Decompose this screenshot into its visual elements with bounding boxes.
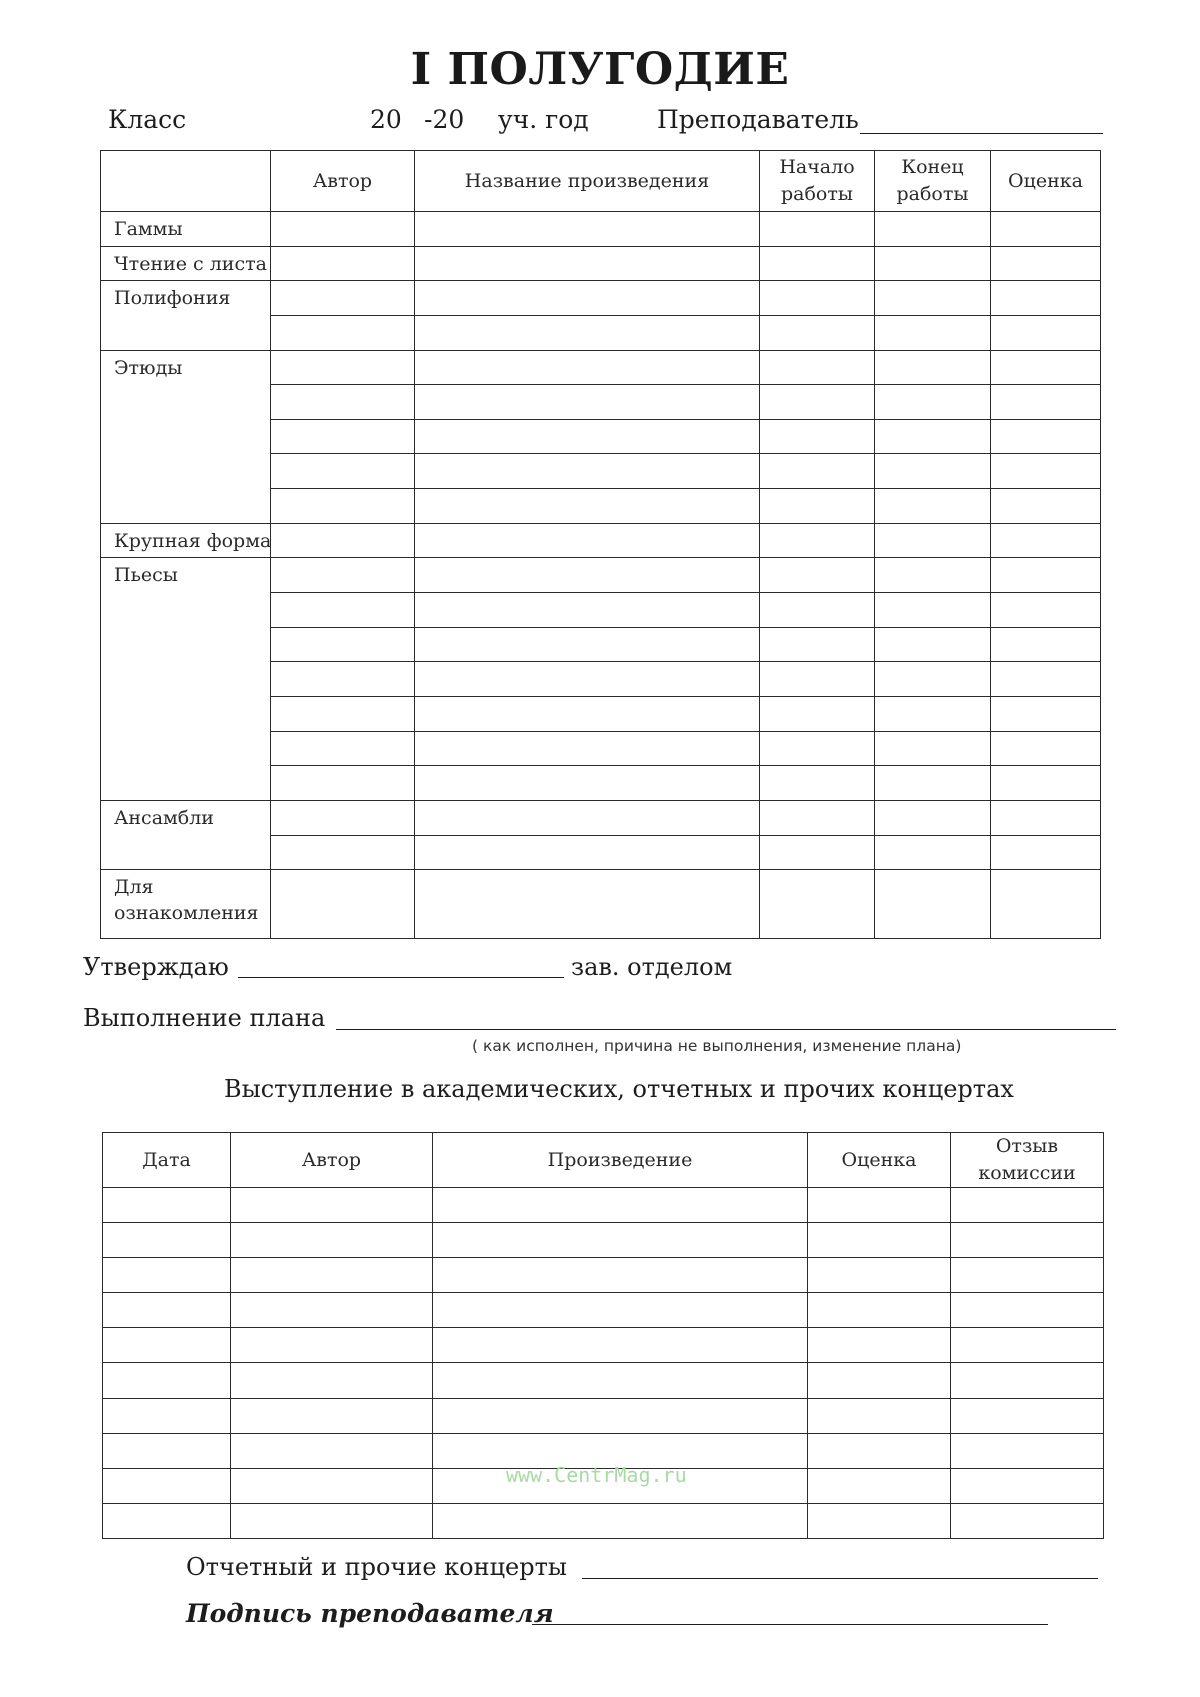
concerts-col-grade: Оценка: [808, 1133, 951, 1188]
signature-label: Подпись преподавателя: [186, 1599, 554, 1628]
plan-cell[interactable]: [875, 800, 991, 835]
plan-cell[interactable]: [415, 627, 760, 662]
concerts-cell[interactable]: [231, 1433, 433, 1468]
plan-cell[interactable]: [760, 350, 875, 385]
plan-execution-label: Выполнение плана: [83, 1004, 326, 1032]
concerts-cell[interactable]: [808, 1328, 951, 1363]
plan-cell[interactable]: [991, 627, 1101, 662]
plan-cell[interactable]: [875, 385, 991, 420]
approve-label: Утверждаю: [83, 953, 229, 981]
footer-concerts-label: Отчетный и прочие концерты: [186, 1553, 567, 1581]
concerts-cell[interactable]: [951, 1293, 1104, 1328]
plan-cell[interactable]: [875, 315, 991, 350]
plan-cell[interactable]: [415, 766, 760, 801]
concerts-row: [103, 1398, 1104, 1433]
plan-cell[interactable]: [271, 489, 415, 524]
plan-cell[interactable]: [875, 523, 991, 558]
plan-col-author: Автор: [271, 151, 415, 212]
concerts-cell[interactable]: [808, 1258, 951, 1293]
concerts-row: [103, 1223, 1104, 1258]
plan-table-body: [101, 212, 1101, 939]
plan-cell[interactable]: [760, 385, 875, 420]
plan-cell[interactable]: [415, 350, 760, 385]
year-label: уч. год: [498, 105, 589, 134]
concerts-cell[interactable]: [951, 1188, 1104, 1223]
plan-row: [101, 246, 1101, 281]
plan-cell[interactable]: [991, 593, 1101, 628]
concerts-cell[interactable]: [103, 1328, 231, 1363]
concerts-col-piece: Произведение: [433, 1133, 808, 1188]
plan-col-title: Название произведения: [415, 151, 760, 212]
concerts-cell[interactable]: [951, 1433, 1104, 1468]
plan-cell[interactable]: [271, 315, 415, 350]
concerts-col-author: Автор: [231, 1133, 433, 1188]
plan-cell[interactable]: [760, 523, 875, 558]
plan-cell[interactable]: [271, 593, 415, 628]
plan-cell[interactable]: [415, 315, 760, 350]
plan-cell[interactable]: [760, 246, 875, 281]
footer-concerts-field[interactable]: [582, 1578, 1098, 1579]
approve-suffix: зав. отделом: [571, 953, 733, 981]
plan-cell[interactable]: [875, 593, 991, 628]
plan-category-label: Пьесы: [101, 558, 271, 800]
concerts-cell[interactable]: [103, 1433, 231, 1468]
plan-execution-field[interactable]: [336, 1029, 1116, 1030]
concerts-cell[interactable]: [951, 1328, 1104, 1363]
plan-cell[interactable]: [991, 454, 1101, 489]
plan-category-label: Чтение с листа: [101, 246, 271, 281]
plan-cell[interactable]: [875, 696, 991, 731]
concerts-cell[interactable]: [231, 1188, 433, 1223]
concerts-cell[interactable]: [231, 1503, 433, 1538]
plan-cell[interactable]: [415, 835, 760, 870]
page-title: I ПОЛУГОДИЕ: [410, 44, 790, 95]
plan-cell[interactable]: [875, 870, 991, 939]
concerts-heading: Выступление в академических, отчетных и прочих концертах: [224, 1075, 1014, 1103]
plan-category-label: Крупная форма: [101, 523, 271, 558]
class-label: Класс: [108, 105, 187, 134]
plan-cell[interactable]: [415, 281, 760, 316]
concerts-row: [103, 1328, 1104, 1363]
concerts-cell[interactable]: [231, 1258, 433, 1293]
plan-cell[interactable]: [760, 662, 875, 697]
plan-cell[interactable]: [991, 800, 1101, 835]
plan-cell[interactable]: [875, 489, 991, 524]
plan-cell[interactable]: [991, 489, 1101, 524]
plan-cell[interactable]: [760, 627, 875, 662]
plan-cell[interactable]: [991, 731, 1101, 766]
plan-cell[interactable]: [415, 558, 760, 593]
concerts-cell[interactable]: [103, 1258, 231, 1293]
plan-col-grade: Оценка: [991, 151, 1101, 212]
plan-cell[interactable]: [760, 419, 875, 454]
plan-cell[interactable]: [415, 419, 760, 454]
plan-cell[interactable]: [875, 731, 991, 766]
concerts-cell[interactable]: [103, 1468, 231, 1503]
plan-cell[interactable]: [415, 454, 760, 489]
plan-cell[interactable]: [875, 350, 991, 385]
concerts-cell[interactable]: [231, 1363, 433, 1398]
plan-col-category: [101, 151, 271, 212]
teacher-label: Преподаватель: [657, 105, 859, 134]
plan-cell[interactable]: [271, 246, 415, 281]
plan-row: [101, 350, 1101, 385]
plan-cell[interactable]: [271, 835, 415, 870]
plan-cell[interactable]: [875, 212, 991, 247]
plan-cell[interactable]: [875, 246, 991, 281]
plan-cell[interactable]: [760, 489, 875, 524]
concerts-cell[interactable]: [103, 1398, 231, 1433]
concerts-cell[interactable]: [808, 1468, 951, 1503]
concerts-cell[interactable]: [808, 1433, 951, 1468]
plan-cell[interactable]: [760, 766, 875, 801]
plan-cell[interactable]: [875, 281, 991, 316]
plan-cell[interactable]: [271, 731, 415, 766]
plan-cell[interactable]: [415, 212, 760, 247]
plan-cell[interactable]: [271, 627, 415, 662]
plan-execution-note: ( как исполнен, причина не выполнения, изменение плана): [472, 1037, 962, 1055]
plan-cell[interactable]: [415, 696, 760, 731]
plan-cell[interactable]: [991, 419, 1101, 454]
plan-cell[interactable]: [415, 800, 760, 835]
plan-col-end: Конец работы: [875, 151, 991, 212]
plan-category-label: Гаммы: [101, 212, 271, 247]
plan-cell[interactable]: [875, 766, 991, 801]
plan-cell[interactable]: [760, 593, 875, 628]
plan-cell[interactable]: [271, 766, 415, 801]
concerts-row: [103, 1503, 1104, 1538]
plan-cell[interactable]: [991, 696, 1101, 731]
concerts-cell[interactable]: [808, 1503, 951, 1538]
concerts-row: [103, 1363, 1104, 1398]
year-start: 20: [370, 105, 402, 134]
concerts-col-review: Отзыв комиссии: [951, 1133, 1104, 1188]
concerts-cell[interactable]: [808, 1188, 951, 1223]
plan-table: [100, 150, 1101, 939]
plan-category-label: Полифония: [101, 281, 271, 350]
plan-cell[interactable]: [760, 835, 875, 870]
plan-cell[interactable]: [991, 350, 1101, 385]
concerts-cell[interactable]: [951, 1258, 1104, 1293]
year-end: -20: [424, 105, 465, 134]
teacher-field[interactable]: [860, 133, 1103, 134]
plan-cell[interactable]: [415, 731, 760, 766]
plan-cell[interactable]: [760, 800, 875, 835]
plan-cell[interactable]: [415, 593, 760, 628]
plan-cell[interactable]: [875, 558, 991, 593]
concerts-cell[interactable]: [231, 1223, 433, 1258]
plan-cell[interactable]: [875, 627, 991, 662]
concerts-cell[interactable]: [808, 1398, 951, 1433]
plan-cell[interactable]: [271, 212, 415, 247]
plan-col-start: Начало работы: [760, 151, 875, 212]
concerts-cell[interactable]: [433, 1398, 808, 1433]
plan-cell[interactable]: [760, 558, 875, 593]
concerts-cell[interactable]: [951, 1363, 1104, 1398]
plan-cell[interactable]: [271, 800, 415, 835]
plan-cell[interactable]: [271, 523, 415, 558]
concerts-col-date: Дата: [103, 1133, 231, 1188]
concerts-cell[interactable]: [103, 1503, 231, 1538]
concerts-cell[interactable]: [433, 1293, 808, 1328]
plan-row: [101, 523, 1101, 558]
plan-cell[interactable]: [991, 315, 1101, 350]
plan-cell[interactable]: [991, 558, 1101, 593]
plan-row: [101, 212, 1101, 247]
plan-cell[interactable]: [875, 662, 991, 697]
concerts-cell[interactable]: [103, 1363, 231, 1398]
plan-category-label: Этюды: [101, 350, 271, 523]
concerts-cell[interactable]: [433, 1503, 808, 1538]
concerts-cell[interactable]: [808, 1293, 951, 1328]
plan-cell[interactable]: [991, 523, 1101, 558]
plan-cell[interactable]: [760, 212, 875, 247]
approve-field[interactable]: [238, 977, 564, 978]
plan-cell[interactable]: [760, 731, 875, 766]
concerts-cell[interactable]: [433, 1223, 808, 1258]
plan-cell[interactable]: [271, 870, 415, 939]
plan-category-label: Для ознакомления: [101, 870, 271, 939]
plan-cell[interactable]: [875, 419, 991, 454]
plan-cell[interactable]: [760, 454, 875, 489]
plan-cell[interactable]: [271, 696, 415, 731]
concerts-cell[interactable]: [433, 1258, 808, 1293]
concerts-cell[interactable]: [951, 1468, 1104, 1503]
plan-cell[interactable]: [875, 835, 991, 870]
plan-cell[interactable]: [415, 870, 760, 939]
concerts-cell[interactable]: [433, 1188, 808, 1223]
concerts-cell[interactable]: [103, 1293, 231, 1328]
plan-category-label: Ансамбли: [101, 800, 271, 869]
concerts-cell[interactable]: [231, 1293, 433, 1328]
plan-cell[interactable]: [271, 558, 415, 593]
concerts-cell[interactable]: [103, 1188, 231, 1223]
concerts-cell[interactable]: [231, 1328, 433, 1363]
plan-cell[interactable]: [415, 489, 760, 524]
concerts-row: [103, 1293, 1104, 1328]
concerts-row: [103, 1188, 1104, 1223]
concerts-cell[interactable]: [951, 1223, 1104, 1258]
plan-cell[interactable]: [991, 870, 1101, 939]
concerts-cell[interactable]: [808, 1363, 951, 1398]
concerts-table-header: [103, 1133, 1104, 1188]
plan-cell[interactable]: [991, 662, 1101, 697]
plan-cell[interactable]: [415, 662, 760, 697]
plan-cell[interactable]: [271, 281, 415, 316]
plan-row: [101, 800, 1101, 835]
plan-cell[interactable]: [760, 870, 875, 939]
plan-cell[interactable]: [760, 281, 875, 316]
plan-cell[interactable]: [271, 350, 415, 385]
concerts-cell[interactable]: [808, 1223, 951, 1258]
plan-cell[interactable]: [875, 454, 991, 489]
plan-cell[interactable]: [271, 662, 415, 697]
plan-cell[interactable]: [991, 246, 1101, 281]
concerts-cell[interactable]: [231, 1398, 433, 1433]
concerts-cell[interactable]: [433, 1328, 808, 1363]
plan-cell[interactable]: [271, 454, 415, 489]
plan-cell[interactable]: [991, 281, 1101, 316]
watermark: www.CentrMag.ru: [506, 1463, 687, 1487]
plan-row: [101, 558, 1101, 593]
plan-cell[interactable]: [271, 419, 415, 454]
plan-cell[interactable]: [760, 315, 875, 350]
concerts-cell[interactable]: [951, 1398, 1104, 1433]
plan-cell[interactable]: [271, 385, 415, 420]
plan-cell[interactable]: [415, 523, 760, 558]
plan-cell[interactable]: [991, 212, 1101, 247]
plan-cell[interactable]: [415, 246, 760, 281]
plan-cell[interactable]: [760, 696, 875, 731]
plan-row: [101, 870, 1101, 939]
plan-cell[interactable]: [991, 766, 1101, 801]
concerts-cell[interactable]: [103, 1223, 231, 1258]
plan-cell[interactable]: [991, 385, 1101, 420]
plan-row: [101, 281, 1101, 316]
plan-cell[interactable]: [415, 385, 760, 420]
concerts-cell[interactable]: [433, 1363, 808, 1398]
plan-table-header: [101, 151, 1101, 212]
plan-cell[interactable]: [991, 835, 1101, 870]
signature-field[interactable]: [532, 1624, 1048, 1625]
concerts-cell[interactable]: [951, 1503, 1104, 1538]
concerts-cell[interactable]: [231, 1468, 433, 1503]
concerts-row: [103, 1258, 1104, 1293]
